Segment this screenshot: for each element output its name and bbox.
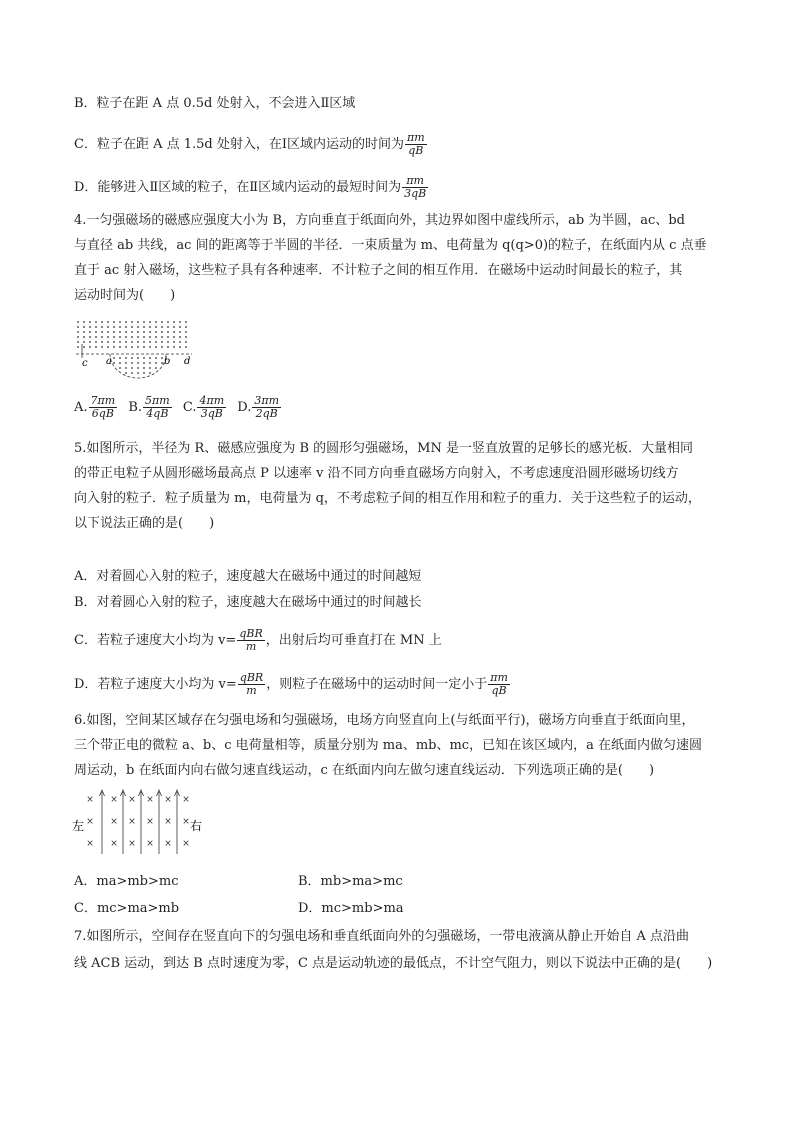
q5-option-d-denominator-1: m <box>246 684 257 697</box>
field-dot <box>149 341 151 343</box>
field-dot <box>125 341 127 343</box>
q6-option-b: B．mb>ma>mc <box>298 874 403 889</box>
field-dot <box>155 362 157 364</box>
field-dot <box>149 367 151 369</box>
field-dot <box>131 362 133 364</box>
field-dot <box>95 346 97 348</box>
field-dot <box>137 331 139 333</box>
cross-mark: × <box>182 795 190 805</box>
q6-option-c: C．mc>ma>mb <box>74 901 180 916</box>
field-dot <box>143 321 145 323</box>
q3-option-b: B．粒子在距 A 点 0.5d 处射入，不会进入Ⅱ区域 <box>74 96 356 111</box>
field-dot <box>113 321 115 323</box>
q6-field-figure <box>72 788 212 856</box>
q3-option-c-denominator: qB <box>408 144 424 157</box>
field-dot <box>149 321 151 323</box>
field-dot <box>125 331 127 333</box>
q4-option-c <box>182 394 227 420</box>
field-dot <box>167 331 169 333</box>
q6-option-a: A．ma>mb>mc <box>74 874 179 889</box>
field-dot <box>143 341 145 343</box>
field-dot <box>119 321 121 323</box>
cross-mark: × <box>86 795 94 805</box>
q3-option-d-denominator: 3qB <box>404 187 427 200</box>
field-dot <box>185 341 187 343</box>
field-dot <box>185 336 187 338</box>
field-dot <box>179 346 181 348</box>
q3-option-d-numerator: πm <box>402 175 428 188</box>
field-dot <box>167 336 169 338</box>
cross-mark: × <box>128 795 136 805</box>
q5-option-d-denominator-2: qB <box>491 684 507 697</box>
field-dot <box>137 346 139 348</box>
field-dot <box>167 346 169 348</box>
field-dot <box>77 321 79 323</box>
field-dot <box>119 336 121 338</box>
q4-option-a <box>74 394 118 420</box>
field-dot <box>173 331 175 333</box>
field-dot <box>83 326 85 328</box>
field-dot <box>131 357 133 359</box>
field-dot <box>101 346 103 348</box>
field-dot <box>173 346 175 348</box>
field-dot <box>179 341 181 343</box>
q4-option-c-denominator: 3qB <box>200 407 223 420</box>
field-dot <box>155 367 157 369</box>
field-dot <box>113 326 115 328</box>
field-dot <box>83 336 85 338</box>
q4-option-c-fraction <box>197 395 226 420</box>
q5-stem-line-3: 向入射的粒子．粒子质量为 m，电荷量为 q，不考虑粒子间的相互作用和粒子的重力．关于这些粒子的运动， <box>74 491 701 506</box>
q5-option-d-fraction-2 <box>488 672 510 697</box>
field-dot <box>149 346 151 348</box>
field-dot <box>161 346 163 348</box>
q4-option-d-numerator: 3πm <box>254 394 280 407</box>
field-dot <box>155 326 157 328</box>
q6-stem-line-3: 周运动，b 在纸面内向右做匀速直线运动，c 在纸面内向左做匀速直线运动．下列选项正确的是( ) <box>74 763 655 778</box>
field-dot <box>119 326 121 328</box>
q4-options <box>74 395 282 420</box>
q6-stem-line-1: 6.如图，空间某区域存在匀强电场和匀强磁场，电场方向竖直向上(与纸面平行)，磁场方向垂直于纸面向里， <box>74 713 695 728</box>
field-dot <box>119 346 121 348</box>
field-dot <box>125 357 127 359</box>
field-dot <box>113 331 115 333</box>
q5-stem-line-1: 5.如图所示，半径为 R、磁感应强度为 B 的圆形匀强磁场，MN 是一竖直放置的足够长的感光板．大量相同 <box>74 441 693 456</box>
field-dot <box>107 346 109 348</box>
field-dot <box>113 357 115 359</box>
q3-option-d <box>74 175 429 200</box>
field-dot <box>143 336 145 338</box>
q5-option-d-numerator-2: πm <box>490 671 508 684</box>
field-dot <box>119 341 121 343</box>
q4-option-d-fraction <box>252 395 281 420</box>
field-dot <box>83 331 85 333</box>
cross-mark: × <box>182 817 190 827</box>
q6-label-right: 右 <box>190 819 203 833</box>
q5-option-d-middle: ，则粒子在磁场中的运动时间一定小于 <box>266 677 488 692</box>
cross-mark: × <box>182 839 190 849</box>
q5-option-b: B．对着圆心入射的粒子，速度越大在磁场中通过的时间越长 <box>74 595 422 610</box>
field-dot <box>83 341 85 343</box>
q3-option-c-numerator: πm <box>407 131 425 144</box>
field-dot <box>137 341 139 343</box>
field-dot <box>119 357 121 359</box>
field-dot <box>101 341 103 343</box>
field-dot <box>89 336 91 338</box>
field-dot <box>137 357 139 359</box>
field-dot <box>179 321 181 323</box>
q4-option-a-numerator: 7πm <box>90 394 116 407</box>
field-dot <box>125 367 127 369</box>
q5-option-c-denominator: m <box>245 640 257 653</box>
q6-stem-line-2: 三个带正电的微粒 a、b、c 电荷量相等，质量分别为 ma、mb、mc，已知在该区域内，a 在纸面内做匀速圆 <box>74 738 702 753</box>
cross-mark: × <box>164 795 172 805</box>
q4-option-b-numerator: 5πm <box>145 394 170 407</box>
cross-mark: × <box>146 817 154 827</box>
q3-option-d-fraction <box>402 175 428 200</box>
field-dot <box>179 331 181 333</box>
q6-option-d: D．mc>mb>ma <box>298 901 404 916</box>
cross-mark: × <box>86 817 94 827</box>
q4-option-d <box>237 394 282 420</box>
q5-option-d-prefix: D．若粒子速度大小均为 v= <box>74 677 237 692</box>
field-dot <box>95 331 97 333</box>
field-dot <box>155 321 157 323</box>
field-dot <box>89 331 91 333</box>
q4-stem-line-3: 直于 ac 射入磁场，这些粒子具有各种速率．不计粒子之间的相互作用．在磁场中运动时间最长的粒子，其 <box>74 263 683 278</box>
field-dot <box>101 331 103 333</box>
field-dot <box>89 321 91 323</box>
cross-mark: × <box>146 795 154 805</box>
cross-mark: × <box>110 795 118 805</box>
q4-label-a: a <box>106 356 112 367</box>
q4-option-c-numerator: 4πm <box>199 394 225 407</box>
field-dot <box>137 367 139 369</box>
cross-mark: × <box>110 839 118 849</box>
field-dot <box>107 321 109 323</box>
field-dot <box>113 341 115 343</box>
field-dot <box>113 336 115 338</box>
q6-label-left: 左 <box>72 819 85 833</box>
q5-option-c-fraction <box>237 628 264 653</box>
field-dot <box>89 326 91 328</box>
field-dot <box>131 367 133 369</box>
field-dot <box>161 362 163 364</box>
field-dot <box>101 326 103 328</box>
field-dot <box>131 372 133 374</box>
field-dot <box>149 357 151 359</box>
field-dot <box>95 336 97 338</box>
field-dot <box>173 321 175 323</box>
cross-mark: × <box>128 839 136 849</box>
field-dot <box>83 321 85 323</box>
cross-mark: × <box>86 839 94 849</box>
field-dot <box>137 326 139 328</box>
field-dot <box>179 336 181 338</box>
q4-label-c: c <box>82 358 88 369</box>
cross-mark: × <box>128 817 136 827</box>
field-dot <box>107 326 109 328</box>
field-dot <box>89 346 91 348</box>
field-dot <box>155 357 157 359</box>
field-dot <box>77 326 79 328</box>
q4-magnetic-field-figure <box>72 318 202 380</box>
field-dot <box>155 331 157 333</box>
field-dot <box>125 372 127 374</box>
field-dot <box>113 346 115 348</box>
cross-mark: × <box>146 839 154 849</box>
field-dot <box>77 341 79 343</box>
field-dot <box>167 326 169 328</box>
field-dot <box>143 357 145 359</box>
field-dot <box>143 346 145 348</box>
field-dot <box>101 321 103 323</box>
field-dot <box>131 321 133 323</box>
field-dot <box>161 331 163 333</box>
q4-label-d: d <box>184 356 191 367</box>
field-dot <box>155 336 157 338</box>
q7-stem-line-1: 7.如图所示，空间存在竖直向下的匀强电场和垂直纸面向外的匀强磁场，一带电液滴从静止开始自 A 点沿曲 <box>74 929 690 944</box>
field-dot <box>161 336 163 338</box>
field-dot <box>173 336 175 338</box>
field-dot <box>131 326 133 328</box>
field-dot <box>137 321 139 323</box>
q5-option-d-numerator-1: qBR <box>239 671 264 684</box>
field-dot <box>89 341 91 343</box>
cross-mark: × <box>164 817 172 827</box>
field-dot <box>167 341 169 343</box>
q4-option-a-fraction <box>89 395 118 420</box>
field-dot <box>137 362 139 364</box>
cross-mark: × <box>110 817 118 827</box>
field-dot <box>137 372 139 374</box>
q4-stem-line-2: 与直径 ab 共线，ac 间的距离等于半圆的半径．一束质量为 m、电荷量为 q(q>0)的粒子，在纸面内从 c 点垂 <box>74 238 707 253</box>
field-dot <box>119 331 121 333</box>
q4-stem-line-4: 运动时间为( ) <box>74 288 176 303</box>
field-dot <box>167 321 169 323</box>
q4-stem-line-1: 4.一匀强磁场的磁感应强度大小为 B，方向垂直于纸面向外，其边界如图中虚线所示，ab 为半圆，ac、bd <box>74 213 685 228</box>
field-dot <box>77 346 79 348</box>
field-dot <box>125 321 127 323</box>
field-dot <box>149 331 151 333</box>
field-dot <box>131 341 133 343</box>
field-dot <box>161 357 163 359</box>
q5-stem-line-2: 的带正电粒子从圆形磁场最高点 P 以速率 v 沿不同方向垂直磁场方向射入，不考虑速度沿圆形磁场切线方 <box>74 466 679 481</box>
q4-option-b <box>128 394 172 420</box>
field-dot <box>131 331 133 333</box>
field-dot <box>161 321 163 323</box>
field-dot <box>155 346 157 348</box>
field-dot <box>161 326 163 328</box>
q3-option-d-text: D．能够进入Ⅱ区域的粒子，在Ⅱ区域内运动的最短时间为 <box>74 180 402 195</box>
field-dot <box>161 341 163 343</box>
q5-option-d-fraction-1 <box>238 672 265 697</box>
field-dot <box>119 362 121 364</box>
field-dot <box>125 336 127 338</box>
field-dot <box>155 341 157 343</box>
field-dot <box>179 326 181 328</box>
field-dot <box>77 336 79 338</box>
field-dot <box>125 362 127 364</box>
field-dot <box>131 336 133 338</box>
field-dot <box>143 326 145 328</box>
field-dot <box>149 362 151 364</box>
q5-option-c-numerator: qBR <box>239 627 263 640</box>
field-dot <box>137 336 139 338</box>
field-dot <box>101 336 103 338</box>
q4-option-d-denominator: 2qB <box>255 407 278 420</box>
q4-option-a-letter: A. <box>74 400 88 415</box>
field-dot <box>143 372 145 374</box>
field-dot <box>143 362 145 364</box>
field-dot <box>95 321 97 323</box>
q4-label-b: b <box>164 356 171 367</box>
q5-stem-line-4: 以下说法正确的是( ) <box>74 516 215 531</box>
q5-option-d <box>74 672 511 697</box>
q4-field-dots <box>77 321 187 374</box>
field-dot <box>77 331 79 333</box>
field-dot <box>131 346 133 348</box>
q5-option-c-suffix: ，出射后均可垂直打在 MN 上 <box>265 633 442 648</box>
q3-option-c-text: C．粒子在距 A 点 1.5d 处射入，在Ⅰ区域内运动的时间为 <box>74 137 404 152</box>
field-dot <box>107 336 109 338</box>
field-dot <box>185 321 187 323</box>
q3-option-c <box>74 132 428 157</box>
field-dot <box>143 331 145 333</box>
q4-option-d-letter: D. <box>237 400 252 415</box>
field-dot <box>185 346 187 348</box>
field-dot <box>149 336 151 338</box>
field-dot <box>173 341 175 343</box>
q5-option-c-prefix: C．若粒子速度大小均为 v= <box>74 633 237 648</box>
q4-option-a-denominator: 6qB <box>91 407 114 420</box>
q5-option-a: A．对着圆心入射的粒子，速度越大在磁场中通过的时间越短 <box>74 569 422 584</box>
field-dot <box>149 372 151 374</box>
q4-option-c-letter: C. <box>182 400 197 415</box>
field-dot <box>149 326 151 328</box>
field-dot <box>143 367 145 369</box>
field-dot <box>113 362 115 364</box>
q3-option-c-fraction <box>405 132 427 157</box>
field-dot <box>125 346 127 348</box>
field-dot <box>185 326 187 328</box>
field-dot <box>185 331 187 333</box>
field-dot <box>125 326 127 328</box>
field-dot <box>107 341 109 343</box>
field-dot <box>119 367 121 369</box>
q7-stem-line-2: 线 ACB 运动，到达 B 点时速度为零，C 点是运动轨迹的最低点，不计空气阻力，则以下说法中正确的是( ) <box>74 956 713 971</box>
field-dot <box>83 346 85 348</box>
field-dot <box>95 341 97 343</box>
q4-option-b-fraction <box>143 395 172 420</box>
field-dot <box>173 326 175 328</box>
q4-option-b-letter: B. <box>128 400 143 415</box>
field-dot <box>95 326 97 328</box>
field-dot <box>107 331 109 333</box>
cross-mark: × <box>164 839 172 849</box>
q4-option-b-denominator: 4qB <box>146 407 169 420</box>
q5-option-c <box>74 628 442 653</box>
